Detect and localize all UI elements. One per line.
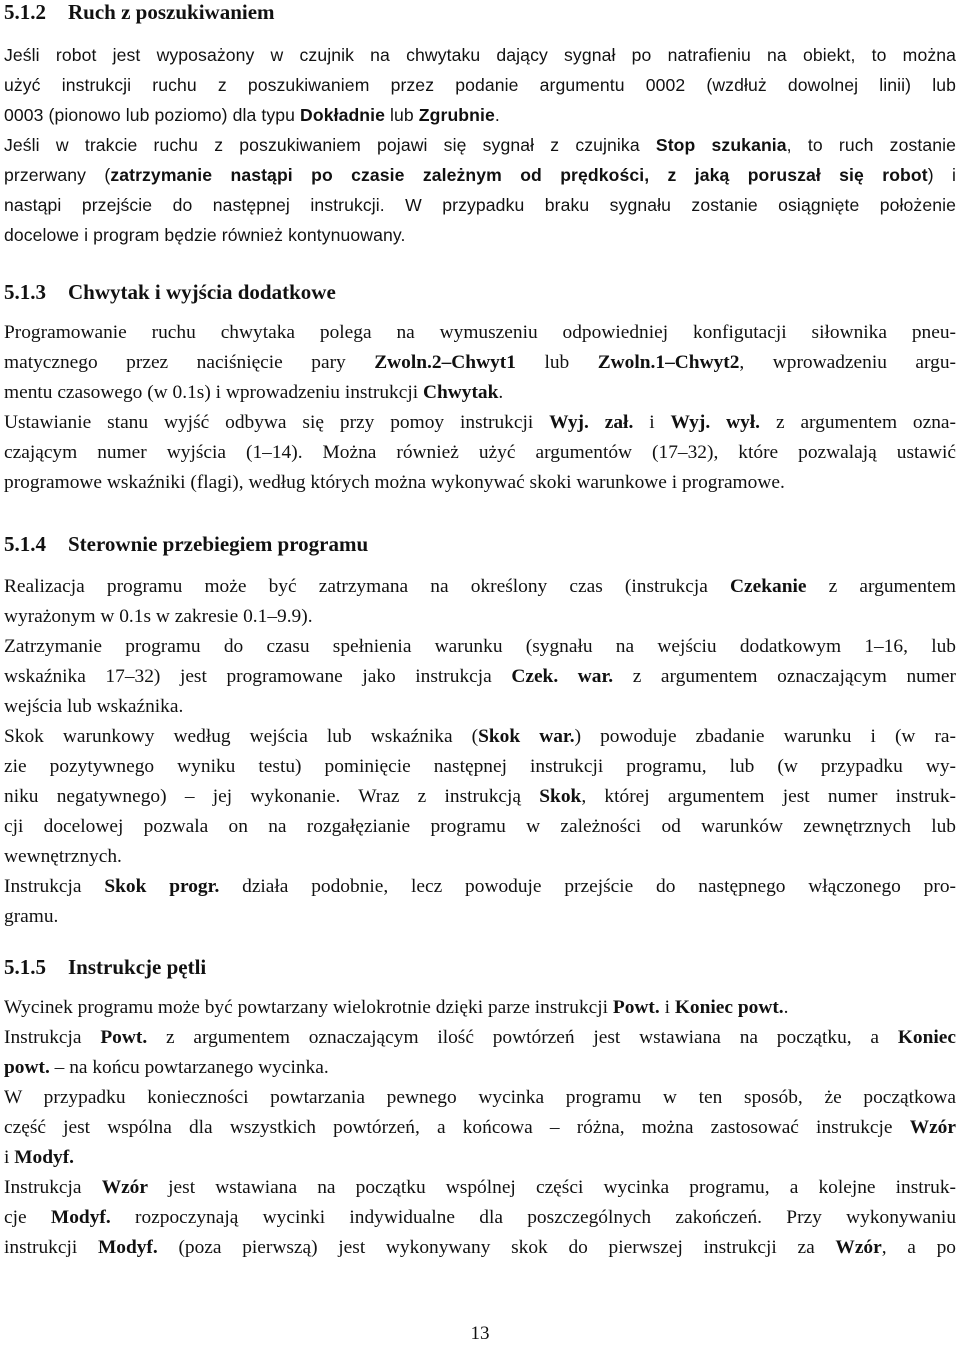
text-line [4, 1173, 956, 1203]
text-line [4, 348, 956, 378]
section-number: 5.1.3 [4, 280, 46, 304]
bold-term: Dokładnie [300, 105, 386, 125]
text-run: wewnętrznych. [4, 846, 122, 867]
text-line [4, 318, 956, 348]
text-line [4, 632, 956, 662]
bold-term: Wyj. wył. [670, 412, 761, 433]
bold-term: powt. [4, 1057, 50, 1078]
text-run: . [498, 382, 504, 403]
text-line [4, 752, 956, 782]
bold-term: Stop szukania [655, 135, 787, 155]
section-title: Instrukcje pętli [68, 955, 207, 979]
section-body-5-1-2 [4, 40, 956, 250]
text-line [4, 1023, 956, 1053]
section-number: 5.1.5 [4, 955, 46, 979]
text-line [4, 692, 956, 722]
text-run: nastąpi przejście do następnej instrukcji. W przypadku braku sygnału zostanie osiągnięte położenie [4, 195, 956, 215]
text-run: Wycinek programu może być powtarzany wielokrotnie dzięki parze instrukcji [4, 997, 613, 1018]
text-run: cji docelowej pozwala on na rozgałęzianie programu w zależności od warunków zewnętrznych lub [4, 816, 956, 837]
text-run: docelowe i program będzie również kontynuowany. [4, 225, 406, 245]
bold-term: Modyf. [14, 1147, 75, 1168]
text-run: Jeśli w trakcie ruchu z poszukiwaniem pojawi się sygnał z czujnika [4, 135, 656, 155]
text-line [4, 993, 956, 1023]
section-number: 5.1.4 [4, 532, 46, 556]
text-run: lub [385, 105, 419, 125]
text-run: rozpoczynają wycinki indywidualne dla poszczególnych zakończeń. Przy wykonywaniu [110, 1207, 956, 1228]
text-line [4, 782, 956, 812]
bold-term: Czek. war. [511, 666, 614, 687]
text-run: Programowanie ruchu chwytaka polega na wymuszeniu odpowiedniej konfigutacji siłownika pneu- [4, 322, 956, 343]
text-line [4, 70, 956, 100]
bold-term: Skok [539, 786, 582, 807]
text-line [4, 438, 956, 468]
text-line [4, 572, 956, 602]
text-run: , a po [881, 1237, 956, 1258]
text-run: . [783, 997, 789, 1018]
text-run: Instrukcja [4, 876, 105, 897]
section-heading-5-1-4 [4, 531, 368, 557]
text-line [4, 130, 956, 160]
bold-term: Koniec [897, 1027, 956, 1048]
section-heading-5-1-3 [4, 279, 336, 305]
text-line [4, 190, 956, 220]
text-run: (poza pierwszą) jest wykonywany skok do pierwszej instrukcji za [157, 1237, 836, 1258]
page-number: 13 [470, 1323, 490, 1344]
text-run: . [494, 105, 500, 125]
text-run: instrukcji [4, 1237, 98, 1258]
section-body-5-1-4 [4, 572, 956, 932]
text-run: i [659, 997, 675, 1018]
text-line [4, 1113, 956, 1143]
text-run: ) i [927, 165, 956, 185]
section-title: Chwytak i wyjścia dodatkowe [68, 280, 336, 304]
text-line [4, 842, 956, 872]
text-run: Jeśli robot jest wyposażony w czujnik na chwytaku dający sygnał po natrafieniu na obiekt, to można [4, 45, 956, 65]
text-line [4, 662, 956, 692]
text-run: zie pozytywnego wyniku testu) pominięcie następnej instrukcji programu, lub (w przypadku wy- [4, 756, 956, 777]
text-run: Instrukcja [4, 1177, 102, 1198]
text-run: – na końcu powtarzanego wycinka. [49, 1057, 329, 1078]
section-title: Sterownie przebiegiem programu [68, 532, 369, 556]
bold-term: Powt. [100, 1027, 148, 1048]
text-run: Skok warunkowy według wejścia lub wskaźnika ( [4, 726, 479, 747]
text-run: użyć instrukcji ruchu z poszukiwaniem przez podanie argumentu 0002 (wzdłuż dowolnej linii) lub [4, 75, 956, 95]
text-run: W przypadku konieczności powtarzania pewnego wycinka programu w ten sposób, że początkowa [4, 1087, 956, 1108]
text-run: czającym numer wyjścia (1–14). Można również użyć argumentów (17–32), które pozwalają ustawić [4, 442, 956, 463]
text-run: gramu. [4, 906, 59, 927]
text-run: Instrukcja [4, 1027, 101, 1048]
text-line [4, 100, 956, 130]
bold-term: zatrzymanie nastąpi po czasie zależnym od prędkości, z jaką poruszał się robot [110, 165, 928, 185]
bold-term: Zwoln.2–Chwyt1 [374, 352, 516, 373]
bold-term: Powt. [612, 997, 660, 1018]
text-line [4, 1233, 956, 1263]
text-run: programowe wskaźniki (flagi), według których można wykonywać skoki warunkowe i programowe. [4, 472, 785, 493]
text-run: , to ruch zostanie [786, 135, 956, 155]
bold-term: Skok war. [478, 726, 575, 747]
text-run: Ustawianie stanu wyjść odbywa się przy pomoy instrukcji [4, 412, 550, 433]
text-run: jest wstawiana na początku wspólnej części wycinka programu, a kolejne instruk- [148, 1177, 956, 1198]
text-run: ) powoduje zbadanie warunku i (w ra- [574, 726, 956, 747]
text-run: , wprowadzeniu argu- [739, 352, 956, 373]
text-run: 0003 (pionowo lub poziomo) dla typu [4, 105, 301, 125]
text-run: wyrażonym w 0.1s w zakresie 0.1–9.9). [4, 606, 313, 627]
text-line [4, 160, 956, 190]
section-title: Ruch z poszukiwaniem [68, 0, 275, 24]
text-line [4, 1083, 956, 1113]
text-run: z argumentem [806, 576, 956, 597]
text-line [4, 872, 956, 902]
text-run: matycznego przez naciśnięcie pary [4, 352, 375, 373]
text-run: niku negatywnego) – jej wykonanie. Wraz z instrukcją [4, 786, 540, 807]
text-run: Zatrzymanie programu do czasu spełnienia warunku (sygnału na wejściu dodatkowym 1–16, lub [4, 636, 956, 657]
text-line [4, 722, 956, 752]
bold-term: Modyf. [97, 1237, 158, 1258]
bold-term: Chwytak [422, 382, 499, 403]
bold-term: Czekanie [730, 576, 807, 597]
text-run: część jest wspólna dla wszystkich powtórzeń, a końcowa – różna, można zastosować instrukcje [4, 1117, 910, 1138]
text-line [4, 378, 956, 408]
text-run: przerwany ( [4, 165, 111, 185]
bold-term: Wzór [909, 1117, 956, 1138]
bold-term: Zgrubnie [418, 105, 495, 125]
text-run: wskaźnika 17–32) jest programowane jako instrukcja [4, 666, 512, 687]
text-run: z argumentem oznaczającym ilość powtórzeń jest wstawiana na początku, a [147, 1027, 898, 1048]
text-line [4, 468, 956, 498]
bold-term: Skok progr. [104, 876, 220, 897]
text-line [4, 812, 956, 842]
text-run: z argumentem ozna- [760, 412, 956, 433]
text-line [4, 602, 956, 632]
text-line [4, 408, 956, 438]
text-run: działa podobnie, lecz powoduje przejście do następnego włączonego pro- [219, 876, 956, 897]
text-line [4, 1203, 956, 1233]
text-run: wejścia lub wskaźnika. [4, 696, 184, 717]
text-line [4, 220, 956, 250]
bold-term: Wzór [835, 1237, 882, 1258]
text-run: Realizacja programu może być zatrzymana na określony czas (instrukcja [4, 576, 730, 597]
text-line [4, 1143, 956, 1173]
text-run: , której argumentem jest numer instruk- [581, 786, 956, 807]
text-run: cje [4, 1207, 51, 1228]
bold-term: Wzór [101, 1177, 148, 1198]
bold-term: Wyj. zał. [549, 412, 634, 433]
section-heading-5-1-2 [4, 0, 275, 25]
section-number: 5.1.2 [4, 0, 46, 24]
section-body-5-1-3 [4, 318, 956, 498]
bold-term: Koniec powt. [674, 997, 784, 1018]
text-run: i [4, 1147, 15, 1168]
bold-term: Zwoln.1–Chwyt2 [597, 352, 740, 373]
text-run: z argumentem oznaczającym numer [613, 666, 956, 687]
section-heading-5-1-5 [4, 954, 206, 980]
text-line [4, 902, 956, 932]
text-line [4, 40, 956, 70]
section-body-5-1-5 [4, 993, 956, 1263]
text-line [4, 1053, 956, 1083]
bold-term: Modyf. [50, 1207, 111, 1228]
text-run: mentu czasowego (w 0.1s) i wprowadzeniu instrukcji [4, 382, 423, 403]
text-run: lub [515, 352, 598, 373]
text-run: i [633, 412, 671, 433]
